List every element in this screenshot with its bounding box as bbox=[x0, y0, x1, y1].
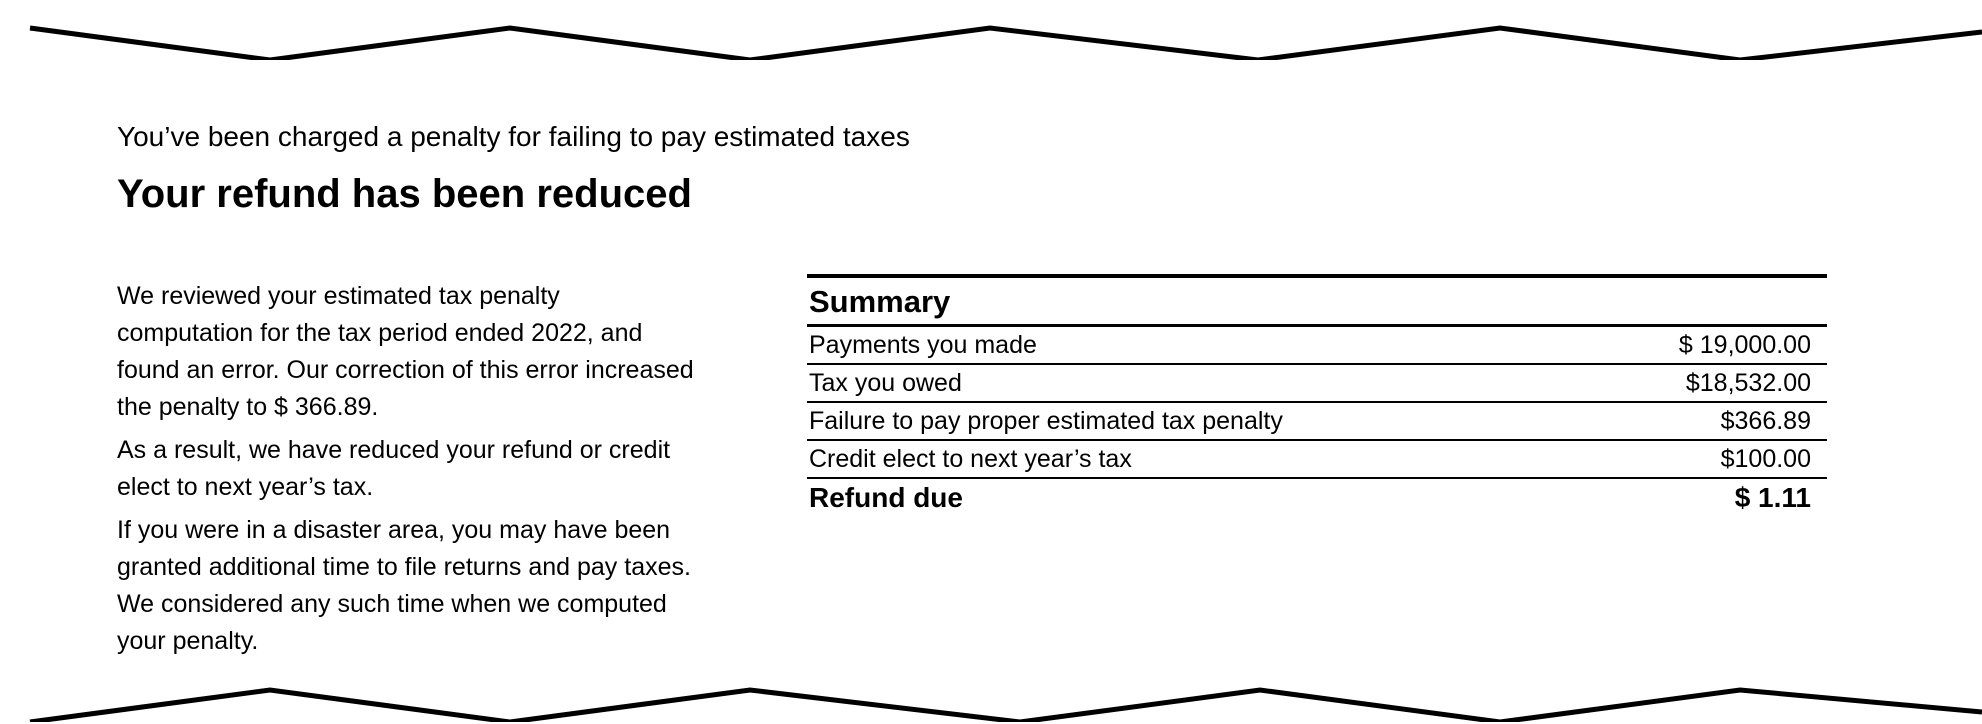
summary-row-refund-due bbox=[807, 479, 1827, 517]
summary-row-credit-elect bbox=[807, 441, 1827, 479]
summary-row-value: $ 19,000.00 bbox=[1678, 330, 1811, 359]
summary-total-label: Refund due bbox=[809, 482, 963, 513]
torn-edge-bottom bbox=[0, 682, 1982, 722]
summary-row-label: Failure to pay proper estimated tax penalty bbox=[809, 406, 1283, 435]
summary-row-label: Payments you made bbox=[809, 330, 1037, 359]
notice-subtitle: You’ve been charged a penalty for failing to pay estimated taxes bbox=[117, 121, 910, 152]
notice-body bbox=[117, 278, 697, 666]
summary-title: Summary bbox=[807, 278, 1827, 327]
summary-row-value: $100.00 bbox=[1720, 444, 1811, 473]
body-paragraph-review: We reviewed your estimated tax penalty computation for the tax period ended 2022, and found an error. Our correction of this error increased the penalty to $ 366.89. bbox=[117, 282, 694, 421]
summary-row-penalty bbox=[807, 403, 1827, 441]
summary-table bbox=[807, 274, 1827, 517]
page-title: Your refund has been reduced bbox=[117, 172, 692, 216]
summary-row-label: Tax you owed bbox=[809, 368, 962, 397]
body-paragraph-result: As a result, we have reduced your refund or credit elect to next year’s tax. bbox=[117, 436, 671, 501]
summary-row-value: $18,532.00 bbox=[1685, 368, 1811, 397]
summary-row-payments bbox=[807, 327, 1827, 365]
torn-edge-top bbox=[0, 20, 1982, 60]
body-paragraph-disaster: If you were in a disaster area, you may have been granted additional time to file returns and pay taxes. We considered any such time when we computed your penalty. bbox=[117, 516, 691, 655]
summary-row-label: Credit elect to next year’s tax bbox=[809, 444, 1132, 473]
summary-total-value: $ 1.11 bbox=[1734, 482, 1811, 513]
summary-row-value: $366.89 bbox=[1720, 406, 1811, 435]
summary-row-tax-owed bbox=[807, 365, 1827, 403]
